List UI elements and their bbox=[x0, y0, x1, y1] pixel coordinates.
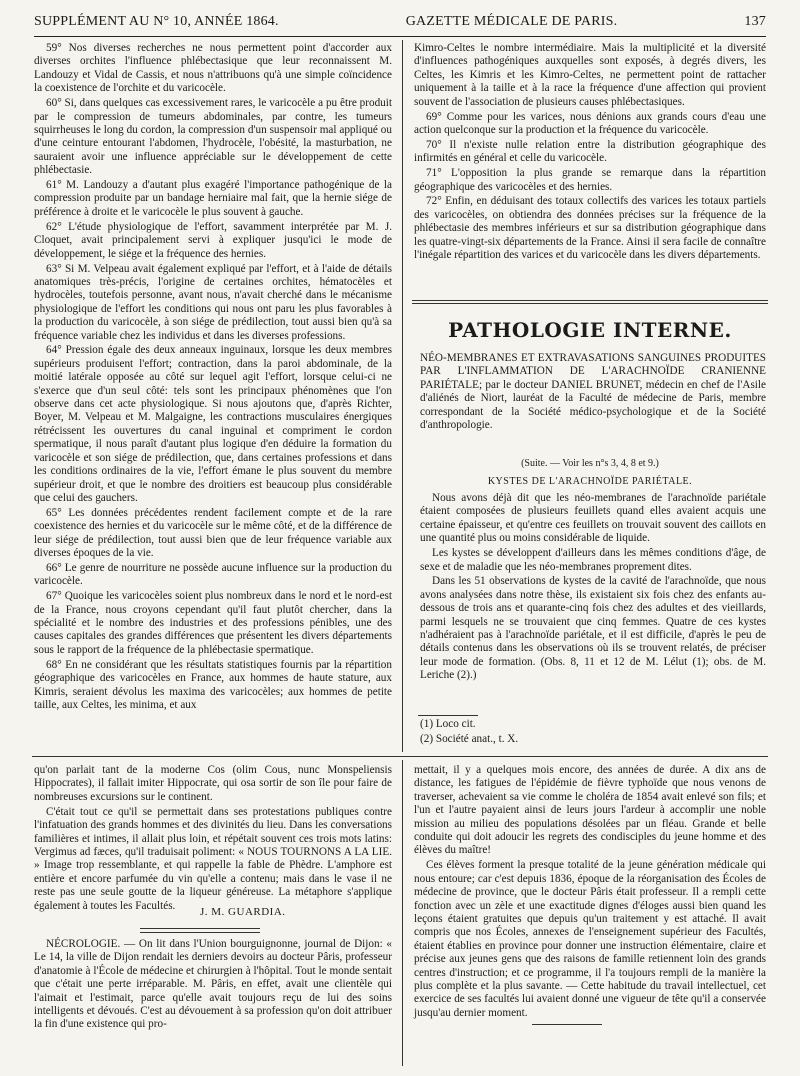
paragraph: 65° Les données précédentes rendent facilement compte et de la rare coexistence des hernies et du varicocèle sur le même côté, et de la différence de leur siége de prédilection, tout aussi bien que de leur fréquence variable aux diverses époques de la vie. bbox=[34, 506, 392, 560]
article-heading-text: NÉO-MEMBRANES ET EXTRAVASATIONS SANGUINES PRODUITES PAR L'INFLAMMATION DE L'ARACHNOÏDE CRANIENNE PARIÉTALE; par le docteur DANIEL BRUNET, médecin en chef de l'Asile d'aliénés de Niort, lauréat de la Faculté de médecine de Paris, membre correspondant de la Société médico-psychologique et de la Société d'anthropologie. bbox=[420, 352, 766, 432]
header-page-number: 137 bbox=[744, 14, 766, 29]
section-rule bbox=[412, 300, 768, 301]
necrology-column bbox=[34, 938, 392, 1066]
article-body bbox=[420, 492, 766, 712]
paragraph: 61° M. Landouzy a d'autant plus exagéré l'importance pathogénique de la compression produite par un bandage herniaire mal fait, que la hernie siége de préférence à droite et le varicocèle le plus souvent à gauche. bbox=[34, 179, 392, 218]
paragraph: 71° L'opposition la plus grande se remarque dans la répartition géographique des varicocèles et des hernies. bbox=[414, 167, 766, 193]
page-divider bbox=[32, 756, 768, 757]
column-divider bbox=[402, 40, 403, 752]
paragraph: 72° Enfin, en déduisant des totaux collectifs des varices les totaux partiels des varicocèles, on obtiendra des données précises sur la fréquence de la phlébectasie des membres inférieurs et sur sa distribution géographique dans les quatre-vingt-six départements de la France. Ainsi il sera facile de connaître l'inégale répartition des varices et du varicocèle dans les divers départements. bbox=[414, 195, 766, 262]
paragraph: 63° Si M. Velpeau avait également expliqué par l'effort, et à l'aide de détails anatomiques très-précis, l'origine de certaines orchites, hématocèles et hydrocèles, toutefois personne, avant nous, n'avait cherché dans le mécanisme physiologique de l'effort les conditions qui nous ont paru les plus favorables à la production du varicocèle, à son siége de prédilection, tout aussi bien qu'à sa fréquence variable chez les individus et dans les diverses professions. bbox=[34, 262, 392, 342]
paragraph: 59° Nos diverses recherches ne nous permettent point d'accorder aux diverses orchites l'influence phlébectasique que leur reconnaissent M. Landouzy et Vidal de Cassis, et nous n'attribuons qu'à une simple coïncidence la coexistence de l'orchite et du varicocèle. bbox=[34, 42, 392, 95]
header-supplement: SUPPLÉMENT AU N° 10, ANNÉE 1864. bbox=[34, 14, 279, 29]
footnotes bbox=[420, 718, 766, 750]
paragraph: qu'on parlait tant de la moderne Cos (olim Cous, nunc Monspeliensis Hippocrates), il fallait imiter Hippocrate, qui osa sortir de son île pour faire de nombreuses excursions sur le continent. bbox=[34, 764, 392, 803]
page-header bbox=[34, 14, 766, 37]
paragraph: 60° Si, dans quelques cas excessivement rares, le varicocèle a pu être produit par le compression de tumeurs abdominales, par contre, les tumeurs squirrheuses le long du cordon, la compression d'un suspensoir mal appliqué ou d'une ceinture entourant l'abdomen, l'hydrocèle, l'obésité, la masturbation, ne sauraient avoir une influence appréciable sur le développement de cette phlébectasie. bbox=[34, 97, 392, 177]
header-journal-title: GAZETTE MÉDICALE DE PARIS. bbox=[405, 14, 618, 29]
paragraph: 68° En ne considérant que les résultats statistiques fournis par la répartition géographique des varicocèles en France, aux hommes de haute stature, aux Kimris, seraient dévolus les maxima des varicocèles; aux hommes de petite taille, aux Celtes, les minima, et aux bbox=[34, 658, 392, 711]
footnote: (2) Société anat., t. X. bbox=[420, 732, 519, 745]
paragraph: NÉCROLOGIE. — On lit dans l'Union bourguignonne, journal de Dijon: « Le 14, la ville de Dijon rendait les derniers devoirs au docteur Pâris, professeur d'anatomie à l'École de médecine et chirurgien à l'hôpital. Tout le monde sentait que c'était une perte irréparable. M. Pâris, en effet, avait une clientèle qui l'aimait et l'estimait, parce qu'elle avait toujours reçu de lui des soins intelligents et dévoués. C'est au dévouement à sa profession qu'on doit attribuer la fin d'une existence qui pro- bbox=[34, 938, 392, 1031]
paragraph: Ces élèves forment la presque totalité de la jeune génération médicale qui nous entoure; car c'est depuis 1836, époque de la réorganisation des Écoles de médecine de province, que le docteur Pâris était professeur. Il a rempli cette fonction avec un zèle et une exactitude dignes d'éloges aussi bien quand les leçons étaient gratuites que depuis qu'un traitement y est attaché. Il avait compris que nos Écoles, annexes de l'enseignement supérieur des Facultés, étaient établies en province pour donner une instruction élémentaire, claire et précise aux jeunes gens que des raisons de famille retiennent loin des grands centres d'instruction; et ce programme, il l'a toujours rempli de la manière la plus complète et la plus savante. — Cette habitude du travail intellectuel, cet exercice de ses facultés lui avaient donné une vigueur de tête qu'il a conservée jusqu'au dernier moment. bbox=[414, 859, 766, 1019]
column-bottom-right bbox=[414, 764, 766, 1019]
footnote: (1) Loco cit. bbox=[420, 718, 476, 730]
paragraph: 66° Le genre de nourriture ne possède aucune influence sur la production du varicocèle. bbox=[34, 561, 392, 588]
paragraph: C'était tout ce qu'il se permettait dans ses protestations publiques contre l'infatuation des grands hommes et des divinités du lieu. Dans les conversations familières et intimes, il allait plus loin, et répétait souvent ces trois mots latins: Vergimus ad fæces, qu'il traduisait poliment: « NOUS TOURNONS A LA LIE. » Image trop ressemblante, et qui rappelle la fable de Phèdre. L'amphore est entière et encore parfumée du vin qu'elle a contenu; mais dans le vase il ne reste pas une seule goutte de la liqueur généreuse. La métaphore s'applique également à toutes les Facultés. bbox=[34, 805, 392, 912]
footnote-rule bbox=[418, 715, 478, 716]
column-divider bbox=[402, 760, 403, 1066]
paragraph: 67° Quoique les varicocèles soient plus nombreux dans le nord et le nord-est de la France, nous croyons cependant qu'il faut plutôt chercher, dans la spécialité et le nombre des industries et des professions pénibles, une des causes capitales des grandes différences que présentent les divers départements sous le rapport de la fréquence de la phlébectasie spermatique. bbox=[34, 590, 392, 656]
paragraph: Nous avons déjà dit que les néo-membranes de l'arachnoïde pariétale étaient composées de plusieurs feuillets quand elles avaient acquis une certaine épaisseur, et qu'entre ces feuillets on trouvait souvent des caillots en une quantité plus ou moins considérable de liquide. bbox=[420, 492, 766, 545]
paragraph: 70° Il n'existe nulle relation entre la distribution géographique des infirmités en général et celle du varicocèle. bbox=[414, 138, 766, 165]
paragraph: Dans les 51 observations de kystes de la cavité de l'arachnoïde, que nous avons analysées dans notre thèse, ils existaient six fois chez des enfants au-dessous de trois ans et quarante-cinq fois chez des adultes et des vieillards, parmi lesquels ne se trouvaient que cinq femmes. Quatre de ces kystes n'adhéraient pas à l'arachnoïde pariétale, et il est difficile, d'après le peu de détails contenus dans les observations où ils se trouvent relatés, de préciser leur mode de formation. (Obs. 8, 11 et 12 de M. Lélut (1); obs. de M. Leriche (2).) bbox=[420, 575, 766, 682]
paragraph: 64° Pression égale des deux anneaux inguinaux, lorsque les deux membres supérieurs produisent l'effort; contraction, dans la paroi abdominale, de la moitié latérale opposée au côté sur lequel agit l'effort, lorsque celui-ci ne s'exerce que d'un seul côté: tels sont les principaux phénomènes que l'on observe dans cet acte physiologique. Si nous ajoutons que, d'après Richter, Boyer, M. Velpeau et M. Malgaigne, les contractions musculaires énergiques rétrécissent les ouvertures du canal inguinal et compriment le cordon spermatique, il nous paraît d'autant plus logique d'en déduire la formation du varicocèle et son siége de prédilection, que, dans certaines professions et dans les conditions ordinaires de la vie, l'effort émane le plus souvent du membre supérieur droit, et que le nombre des droitiers est beaucoup plus considérable que celui des gauchers. bbox=[34, 344, 392, 504]
signature-rule bbox=[140, 928, 260, 929]
section-rule bbox=[412, 303, 768, 304]
section-title: PATHOLOGIE INTERNE. bbox=[448, 318, 732, 342]
paragraph: 62° L'étude physiologique de l'effort, savamment interprétée par M. J. Cloquet, avait principalement servi à expliquer jusqu'ici le mode de développement, le siége et la fréquence des hernies. bbox=[34, 220, 392, 260]
paragraph: 69° Comme pour les varices, nous dénions aux grands cours d'eau une action quelconque sur la production et la fréquence du varicocèle. bbox=[414, 110, 766, 136]
article-subtitle: KYSTES DE L'ARACHNOÏDE PARIÉTALE. bbox=[487, 476, 693, 487]
column-top-right bbox=[414, 42, 766, 296]
author-signature: J. M. GUARDIA. bbox=[200, 906, 286, 918]
signature-rule bbox=[140, 932, 260, 933]
column-top-left bbox=[34, 42, 392, 750]
paragraph: mettait, il y a quelques mois encore, des années de durée. A dix ans de distance, les fatigues de l'épidémie de fièvre typhoïde que nous venons de traverser, achevaient sa vie comme le choléra de 1854 avait enlevé son fils; et l'un et l'autre payaient ainsi de leurs jours l'ardeur à accomplir une noble mission au milieu des populations désolées par un fléau. Grande et belle conduite qui doit adoucir les regrets des condisciples du jeune homme et des élèves du maître! bbox=[414, 764, 766, 857]
article-heading bbox=[420, 352, 766, 452]
end-rule bbox=[532, 1024, 602, 1025]
paragraph: Kimro-Celtes le nombre intermédiaire. Mais la multiplicité et la diversité d'influences pathogéniques auxquelles sont exposés, à degrés divers, les Celtes, les Kimris et les Kimro-Celtes, ne permettent point de rattacher uniquement à la taille et à la race la fréquence d'une affection qui provient souvent de l'association de plusieurs causes phlébectasiques. bbox=[414, 42, 766, 108]
suite-note: (Suite. — Voir les n°s 3, 4, 8 et 9.) bbox=[521, 458, 659, 469]
paragraph: Les kystes se développent d'ailleurs dans les mêmes conditions d'âge, de sexe et de maladie que les néo-membranes proprement dites. bbox=[420, 547, 766, 573]
